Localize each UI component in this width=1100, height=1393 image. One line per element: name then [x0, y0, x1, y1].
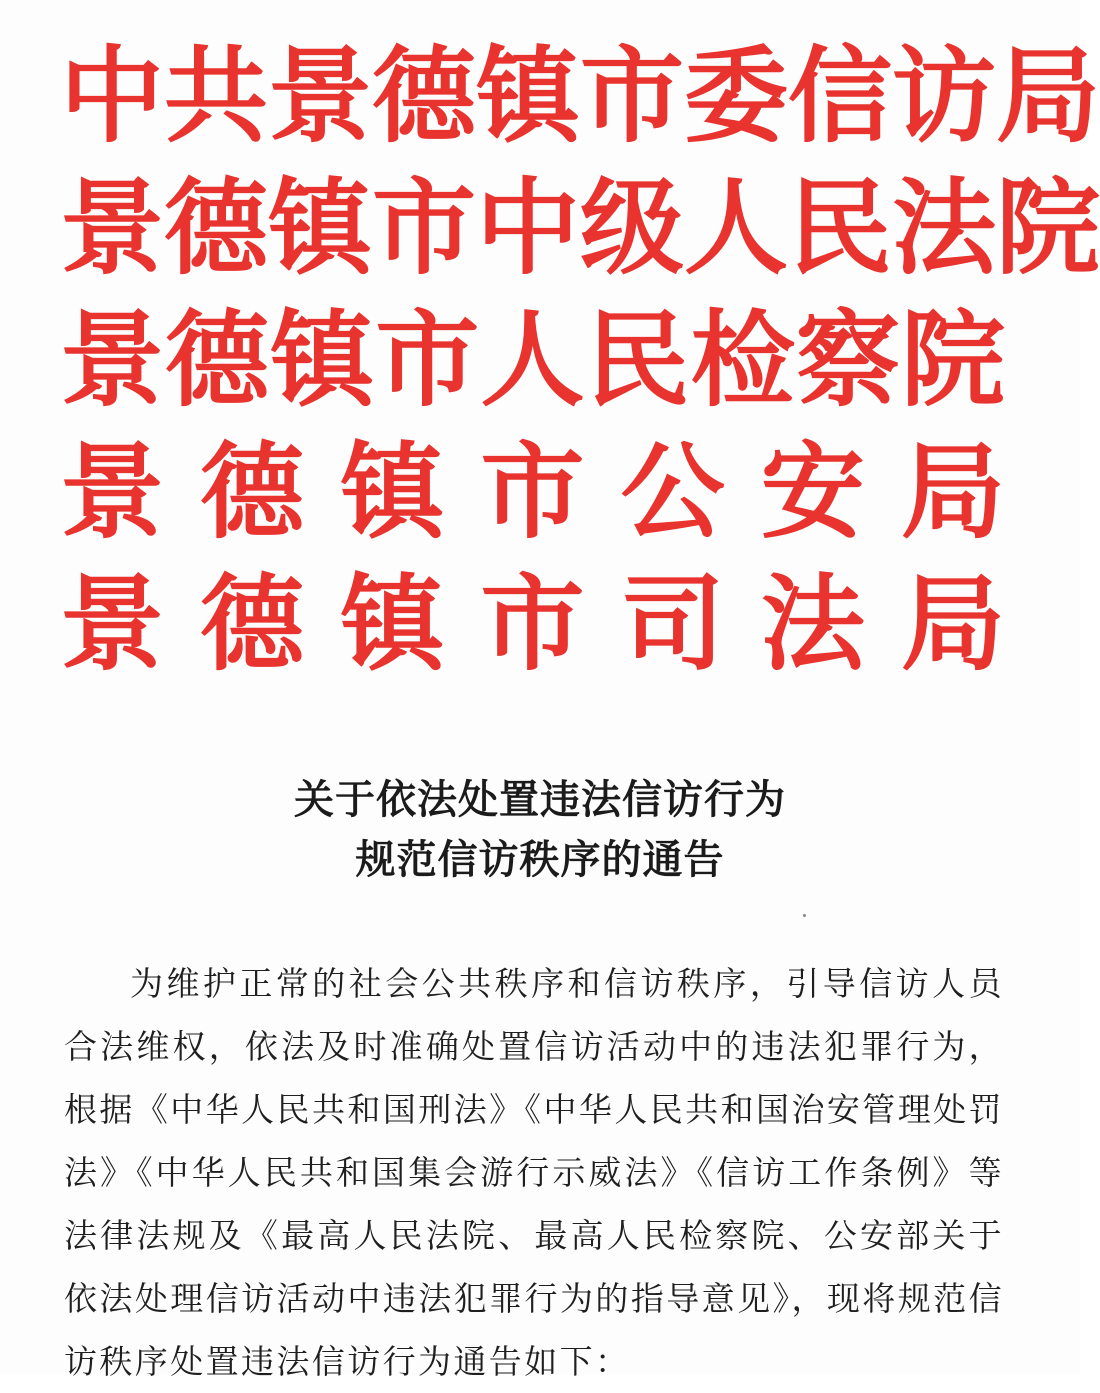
issuer-char: 中: [476, 166, 581, 289]
issuer-line-5: [60, 558, 1005, 690]
issuer-char: 民: [788, 166, 893, 289]
issuer-char: 镇: [270, 298, 375, 421]
issuer-char: 法: [760, 562, 865, 685]
issuer-char: 信: [788, 34, 893, 157]
issuer-char: 镇: [268, 166, 373, 289]
issuer-char: 检: [690, 298, 795, 421]
issuing-agencies-header: [60, 30, 1100, 690]
issuer-char: 委: [684, 34, 789, 157]
issuer-char: 局: [900, 562, 1005, 685]
issuer-char: 局: [996, 34, 1100, 157]
issuer-char: 景: [60, 298, 165, 421]
issuer-char: 访: [892, 34, 997, 157]
issuer-char: 景: [60, 430, 165, 553]
issuer-char: 镇: [340, 430, 445, 553]
issuer-line-4: [60, 426, 1005, 558]
notice-title-line-1: 关于依法处置违法信访行为: [294, 776, 786, 823]
issuer-char: 景: [60, 166, 165, 289]
issuer-char: 中: [60, 34, 165, 157]
issuer-char: 共: [164, 34, 269, 157]
issuer-char: 景: [268, 34, 373, 157]
issuer-char: 法: [892, 166, 997, 289]
issuer-char: 市: [480, 430, 585, 553]
issuer-line-1: [60, 30, 1100, 162]
issuer-char: 德: [200, 430, 305, 553]
issuer-char: 人: [684, 166, 789, 289]
issuer-char: 察: [795, 298, 900, 421]
notice-body-paragraph: 为维护正常的社会公共秩序和信访秩序，引导信访人员合法维权，依法及时准确处置信访活动中的违法犯罪行为，根据《中华人民共和国刑法》《中华人民共和国治安管理处罚法》《中华人民共和国集会游行示威法》《信访工作条例》等法律法规及《最高人民法院、最高人民检察院、公安部关于依法处理信访活动中违法犯罪行为的指导意见》，现将规范信访秩序处置违法信访行为通告如下：: [64, 964, 1004, 1381]
issuer-char: 院: [996, 166, 1100, 289]
issuer-char: 市: [372, 166, 477, 289]
issuer-char: 德: [200, 562, 305, 685]
issuer-char: 院: [901, 298, 1006, 421]
issuer-char: 德: [165, 298, 270, 421]
issuer-line-2: [60, 162, 1100, 294]
notice-title: [0, 770, 1080, 890]
issuer-char: 级: [580, 166, 685, 289]
issuer-char: 镇: [476, 34, 581, 157]
issuer-char: 司: [620, 562, 725, 685]
issuer-char: 市: [375, 298, 480, 421]
issuer-char: 镇: [340, 562, 445, 685]
issuer-char: 公: [620, 430, 725, 553]
scan-speck: [803, 914, 806, 917]
issuer-char: 市: [480, 562, 585, 685]
issuer-char: 德: [164, 166, 269, 289]
issuer-char: 市: [580, 34, 685, 157]
issuer-char: 民: [585, 298, 690, 421]
issuer-line-3: [60, 294, 1005, 426]
issuer-char: 德: [372, 34, 477, 157]
issuer-char: 安: [760, 430, 865, 553]
notice-title-line-2: 规范信访秩序的通告: [355, 836, 725, 883]
issuer-char: 人: [480, 298, 585, 421]
issuer-char: 景: [60, 562, 165, 685]
issuer-char: 局: [900, 430, 1005, 553]
